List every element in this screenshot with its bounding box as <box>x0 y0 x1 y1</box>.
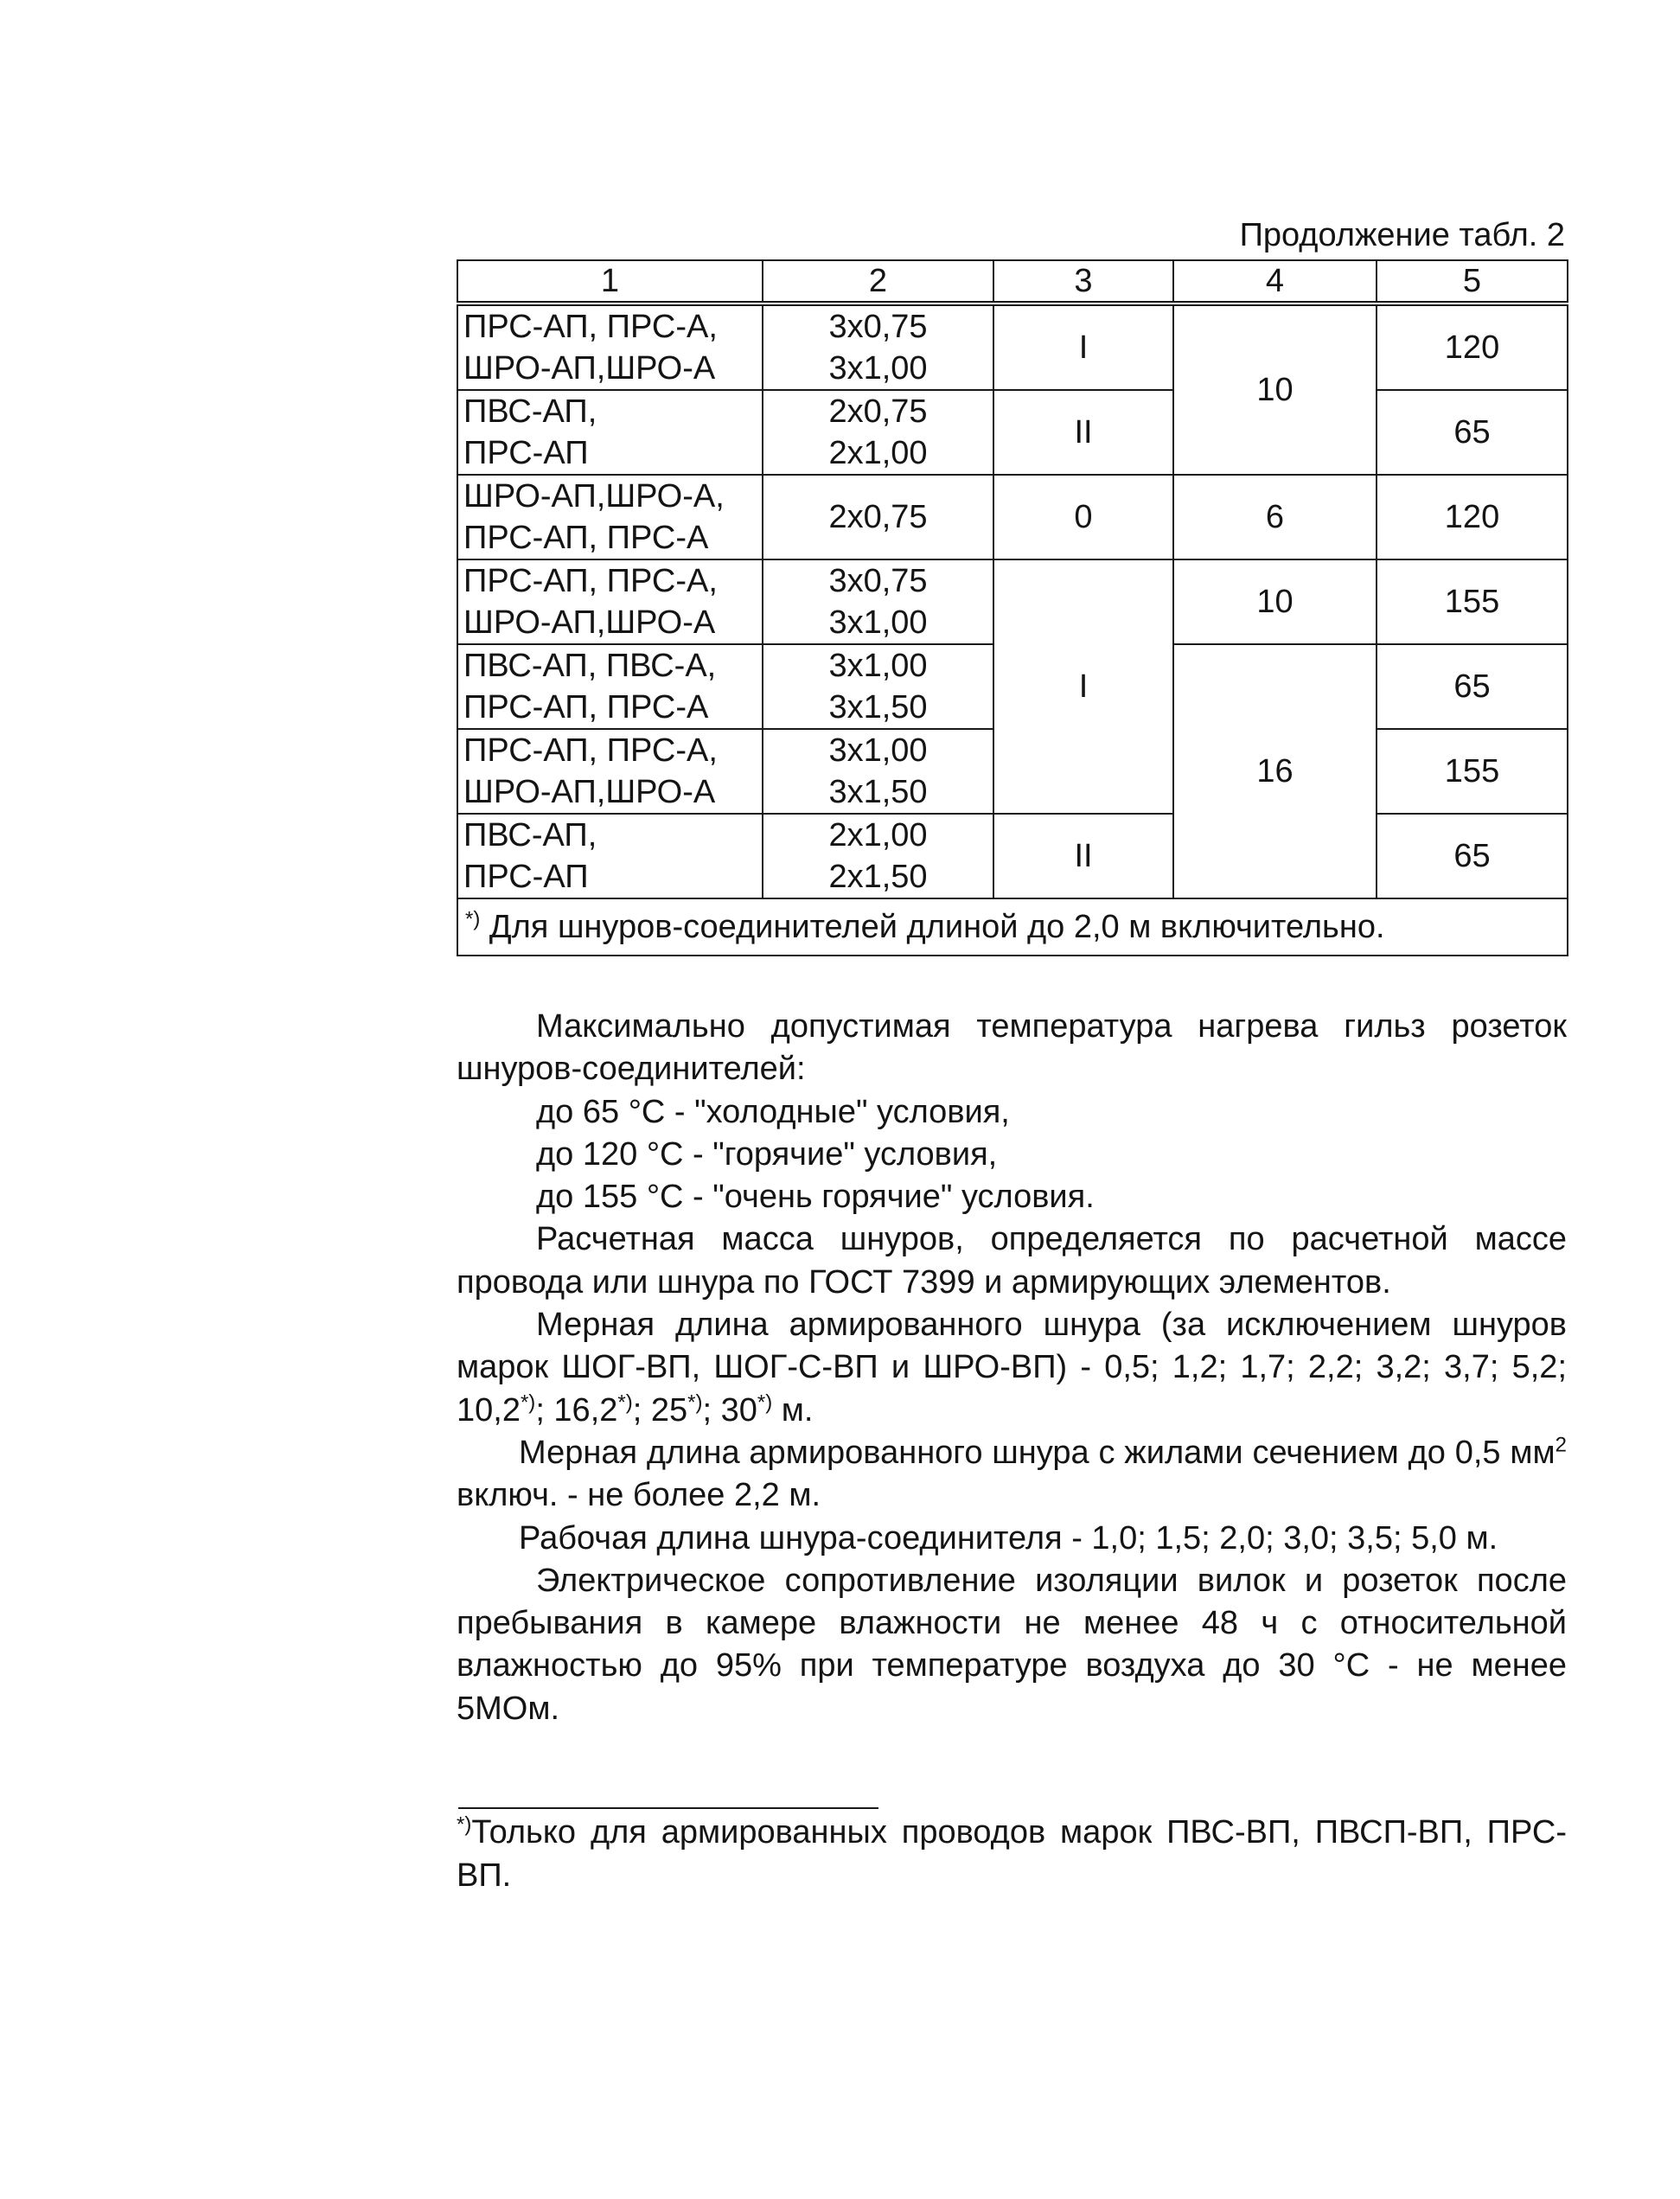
cable-marks-cell <box>457 559 763 644</box>
current-cell: 10 <box>1173 304 1377 475</box>
paragraph-text: Мерная длина армированного шнура (за исключением шнуров марок ШОГ-ВП, ШОГ-С-ВП и ШРО-ВП) - 0,5; 1,2; 1,7; 2,2; 3,2; 3,7; 5,2; 10,2 <box>457 1307 1567 1429</box>
section-text: 2х1,00 <box>828 817 928 853</box>
cable-mark-text: ПВС-АП, <box>463 817 597 853</box>
column-header: 1 <box>457 260 763 304</box>
paragraph-insulation-resistance: Электрическое сопротивление изоляции вилок и розеток после пребывания в камере влажности не менее 48 ч с относительной влажностью до 95% при температуре воздуха до 30 °С - не менее 5МОм. <box>457 1562 1567 1727</box>
paragraph-text: Мерная длина армированного шнура с жилами сечением до 0,5 мм <box>519 1434 1555 1471</box>
footnote-separator <box>458 1807 878 1809</box>
footnote-text: Только для армированных проводов марок ПВС-ВП, ПВСП-ВП, ПРС-ВП. <box>457 1814 1567 1894</box>
footnote-mark: *) <box>465 907 481 931</box>
paragraph-text: ; 16,2 <box>535 1391 618 1429</box>
section-text: 3х1,50 <box>828 689 928 726</box>
list-item: до 65 °С - "холодные" условия, <box>536 1093 1010 1130</box>
class-cell: I <box>993 559 1173 814</box>
table-header-row <box>457 260 1568 304</box>
section-text: 2х1,50 <box>828 859 928 895</box>
section-cell <box>763 304 993 390</box>
cable-mark-text: ПРС-АП, ПРС-А, <box>463 309 718 345</box>
section-text: 3х1,00 <box>828 732 928 769</box>
table-row <box>457 390 1568 475</box>
section-text: 3х1,00 <box>828 350 928 387</box>
column-header: 4 <box>1173 260 1377 304</box>
footnote-mark: *) <box>520 1390 536 1415</box>
paragraph-measured-length <box>457 1304 1567 1432</box>
section-text: 2х1,00 <box>828 435 928 471</box>
section-cell <box>763 390 993 475</box>
temperature-cell: 65 <box>1377 390 1568 475</box>
cable-marks-cell <box>457 390 763 475</box>
list-item: до 155 °С - "очень горячие" условия. <box>536 1179 1095 1216</box>
section-cell <box>763 729 993 814</box>
page-footnote <box>457 1811 1567 1897</box>
cable-mark-text: ШРО-АП,ШРО-А <box>463 774 716 810</box>
paragraph-text: ; 25 <box>632 1391 688 1429</box>
current-cell: 16 <box>1173 644 1377 898</box>
list-item: до 120 °С - "горячие" условия, <box>536 1135 998 1173</box>
cable-marks-cell <box>457 304 763 390</box>
paragraph-working-length: Рабочая длина шнура-соединителя - 1,0; 1,5; 2,0; 3,0; 3,5; 5,0 м. <box>519 1519 1498 1557</box>
specification-table <box>457 259 1568 956</box>
section-cell <box>763 814 993 898</box>
section-text: 3х0,75 <box>828 309 928 345</box>
class-cell: I <box>993 304 1173 390</box>
body-text <box>457 1006 1567 1730</box>
class-cell: II <box>993 390 1173 475</box>
footnote-mark: *) <box>457 1812 472 1837</box>
footnote-mark: *) <box>687 1390 703 1415</box>
cable-mark-text: ШРО-АП,ШРО-А, <box>463 478 725 515</box>
column-header: 5 <box>1377 260 1568 304</box>
footnote-mark: *) <box>757 1390 773 1415</box>
column-header: 2 <box>763 260 993 304</box>
paragraph-max-temperature: Максимально допустимая температура нагрева гильз розеток шнуров-соединителей: <box>457 1008 1567 1088</box>
paragraph-calculated-mass: Расчетная масса шнуров, определяется по расчетной массе провода или шнура по ГОСТ 7399 и армирующих элементов. <box>457 1221 1567 1301</box>
temperature-cell: 65 <box>1377 644 1568 729</box>
section-cell <box>763 559 993 644</box>
superscript: 2 <box>1555 1433 1567 1457</box>
cable-marks-cell <box>457 644 763 729</box>
paragraph-text: м. <box>772 1391 814 1429</box>
current-cell: 6 <box>1173 475 1377 559</box>
temperature-cell: 120 <box>1377 304 1568 390</box>
cable-mark-text: ШРО-АП,ШРО-А <box>463 350 716 387</box>
cable-mark-text: ПВС-АП, ПВС-А, <box>463 648 717 684</box>
table-caption: Продолжение табл. 2 <box>1239 217 1565 253</box>
section-text: 2х0,75 <box>828 499 928 535</box>
cable-mark-text: ПРС-АП, ПРС-А <box>463 520 709 556</box>
class-cell: II <box>993 814 1173 898</box>
table-footnote-text: Для шнуров-соединителей длиной до 2,0 м включительно. <box>480 909 1385 945</box>
table-footnote-row <box>457 898 1568 956</box>
cable-mark-text: ПРС-АП, ПРС-А <box>463 689 709 726</box>
paragraph-text: ; 30 <box>702 1391 757 1429</box>
table-row <box>457 814 1568 898</box>
cable-marks-cell <box>457 814 763 898</box>
temperature-cell: 120 <box>1377 475 1568 559</box>
class-cell: 0 <box>993 475 1173 559</box>
cable-marks-cell <box>457 729 763 814</box>
temperature-cell: 65 <box>1377 814 1568 898</box>
temperature-cell: 155 <box>1377 559 1568 644</box>
section-cell <box>763 475 993 559</box>
section-text: 2х0,75 <box>828 393 928 430</box>
table-row <box>457 475 1568 559</box>
section-text: 3х1,50 <box>828 774 928 810</box>
temperature-cell: 155 <box>1377 729 1568 814</box>
table-row <box>457 559 1568 644</box>
paragraph-measured-length-small-section <box>457 1432 1567 1518</box>
cable-mark-text: ШРО-АП,ШРО-А <box>463 604 716 641</box>
cable-mark-text: ПРС-АП, ПРС-А, <box>463 563 718 599</box>
cable-mark-text: ПВС-АП, <box>463 393 597 430</box>
section-text: 3х1,00 <box>828 604 928 641</box>
cable-mark-text: ПРС-АП <box>463 859 589 895</box>
section-text: 3х1,00 <box>828 648 928 684</box>
cable-mark-text: ПРС-АП, ПРС-А, <box>463 732 718 769</box>
paragraph-text: включ. - не более 2,2 м. <box>457 1477 821 1514</box>
section-text: 3х0,75 <box>828 563 928 599</box>
cable-marks-cell <box>457 475 763 559</box>
table-row <box>457 304 1568 390</box>
cable-mark-text: ПРС-АП <box>463 435 589 471</box>
section-cell <box>763 644 993 729</box>
table-footnote <box>457 898 1568 956</box>
current-cell: 10 <box>1173 559 1377 644</box>
column-header: 3 <box>993 260 1173 304</box>
footnote-mark: *) <box>617 1390 633 1415</box>
